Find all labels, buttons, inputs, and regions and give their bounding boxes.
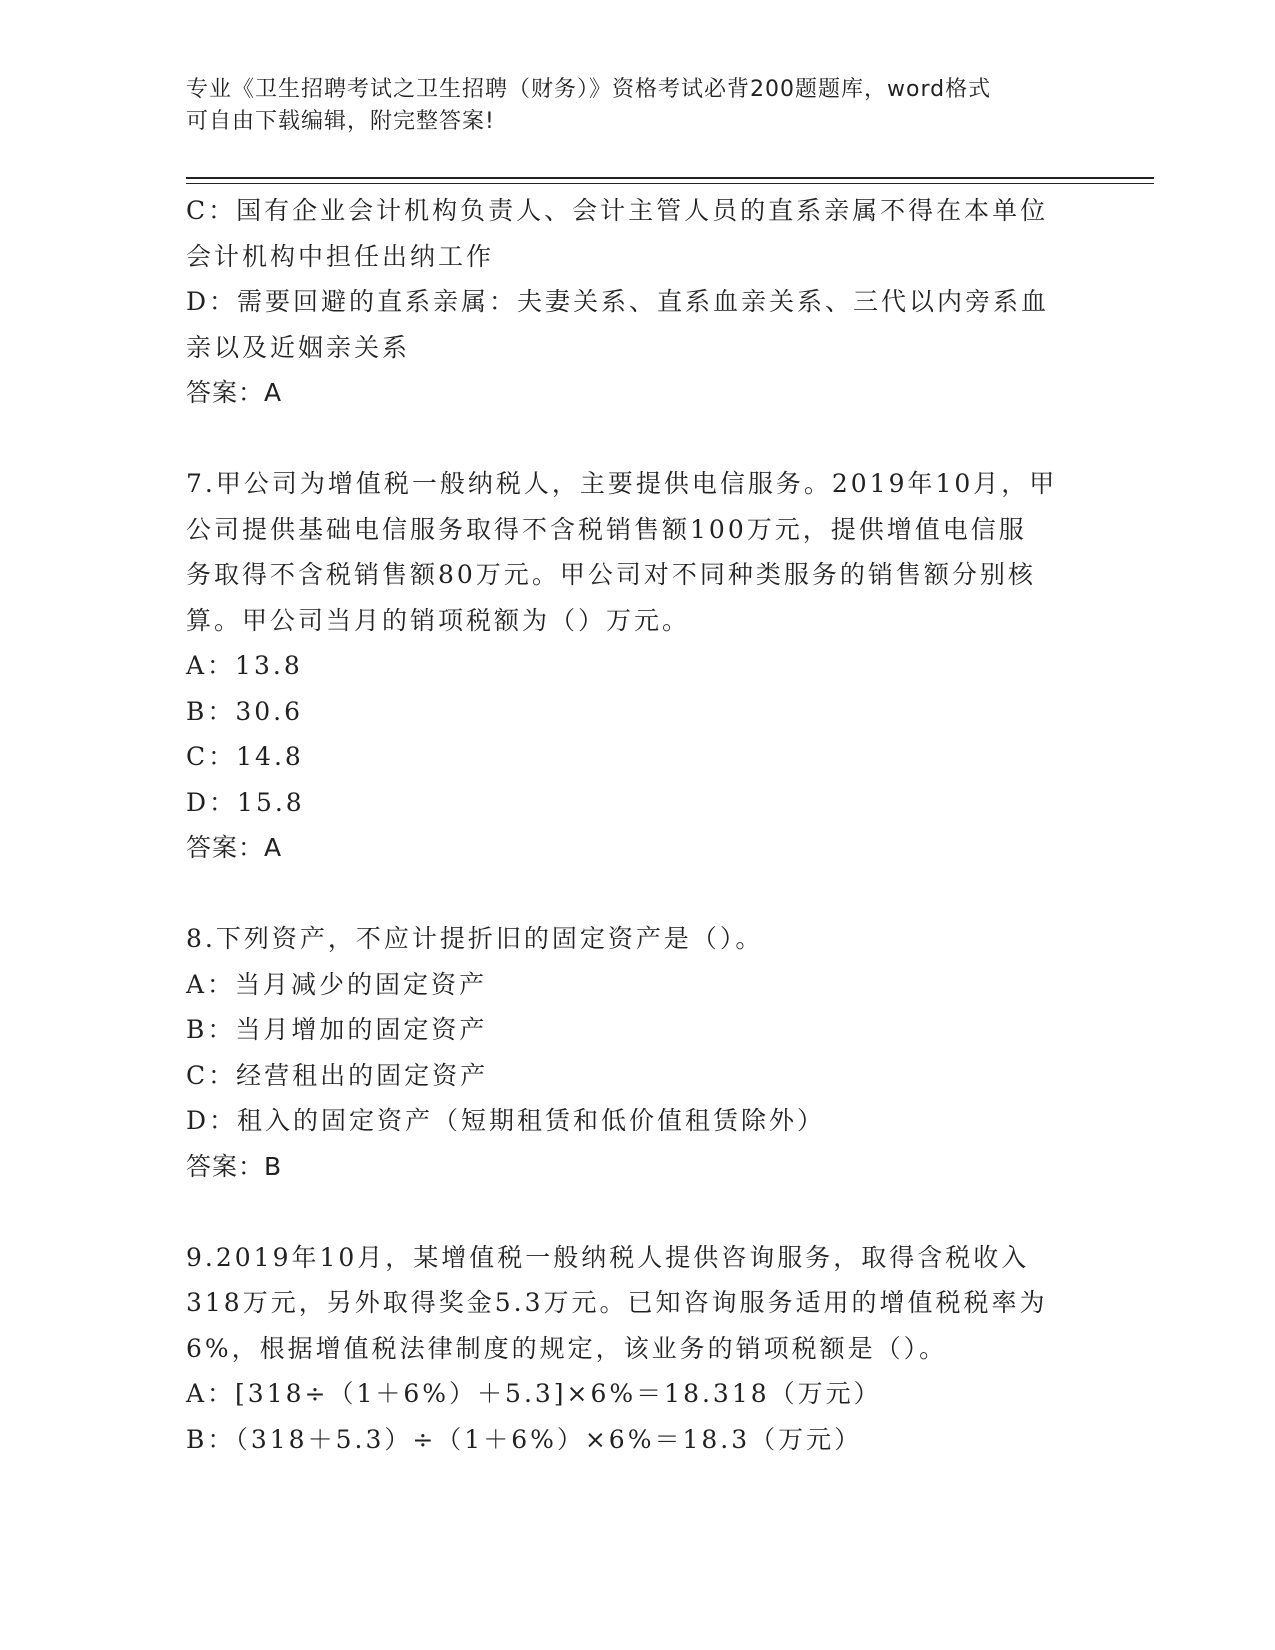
option-a: A：[318÷（1＋6%）＋5.3]×6%＝18.318（万元） bbox=[186, 1379, 882, 1408]
question-stem-line-1: 7.甲公司为增值税一般纳税人，主要提供电信服务。2019年10月，甲 bbox=[186, 469, 1058, 498]
question-stem: 8.下列资产，不应计提折旧的固定资产是（）。 bbox=[186, 924, 764, 953]
question-stem-line-1: 9.2019年10月，某增值税一般纳税人提供咨询服务，取得含税收入 bbox=[186, 1242, 1030, 1272]
header-rule-thick bbox=[186, 177, 1154, 179]
question-7 bbox=[186, 461, 1086, 871]
option-c: C：14.8 bbox=[186, 742, 304, 771]
header-rule-thin bbox=[186, 183, 1154, 184]
document-body bbox=[186, 188, 1086, 1462]
option-c: C：经营租出的固定资产 bbox=[186, 1060, 489, 1090]
question-stem-line-2: 318万元，另外取得奖金5.3万元。已知咨询服务适用的增值税税率为 bbox=[186, 1288, 1048, 1317]
question-stem-line-3: 务取得不含税销售额80万元。甲公司对不同种类服务的销售额分别核 bbox=[186, 560, 1036, 589]
question-8 bbox=[186, 916, 1086, 1189]
question-stem-line-3: 6%，根据增值税法律制度的规定，该业务的销项税额是（）。 bbox=[186, 1333, 948, 1363]
answer: 答案：A bbox=[186, 833, 283, 862]
option-b: B：（318＋5.3）÷（1＋6%）×6%＝18.3（万元） bbox=[186, 1424, 863, 1454]
question-6 bbox=[186, 188, 1086, 416]
option-a: A：13.8 bbox=[186, 651, 303, 680]
option-b: B：30.6 bbox=[186, 696, 304, 726]
answer: 答案：A bbox=[186, 378, 283, 407]
option-b: B：当月增加的固定资产 bbox=[186, 1015, 488, 1044]
question-spacer bbox=[186, 871, 1086, 917]
option-c-line-2: 会计机构中担任出纳工作 bbox=[186, 241, 495, 271]
option-c-line-1: C：国有企业会计机构负责人、会计主管人员的直系亲属不得在本单位 bbox=[186, 196, 1049, 225]
option-d: D：15.8 bbox=[186, 787, 305, 817]
option-d-line-2: 亲以及近姻亲关系 bbox=[186, 332, 411, 362]
answer: 答案：B bbox=[186, 1151, 283, 1181]
question-spacer bbox=[186, 416, 1086, 462]
header-title-line-1: 专业《卫生招聘考试之卫生招聘（财务）》资格考试必背200题题库，word格式 bbox=[186, 77, 992, 102]
question-stem-line-2: 公司提供基础电信服务取得不含税销售额100万元，提供增值电信服 bbox=[186, 514, 1027, 544]
option-d-line-1: D：需要回避的直系亲属：夫妻关系、直系血亲关系、三代以内旁系血 bbox=[186, 287, 1050, 316]
header-title-line-2: 可自由下载编辑，附完整答案! bbox=[186, 109, 495, 134]
question-spacer bbox=[186, 1189, 1086, 1235]
option-d: D：租入的固定资产（短期租赁和低价值租赁除外） bbox=[186, 1106, 826, 1135]
question-stem-line-4: 算。甲公司当月的销项税额为（）万元。 bbox=[186, 605, 691, 635]
question-9 bbox=[186, 1235, 1086, 1463]
document-header bbox=[186, 74, 1086, 138]
option-a: A：当月减少的固定资产 bbox=[186, 969, 488, 999]
